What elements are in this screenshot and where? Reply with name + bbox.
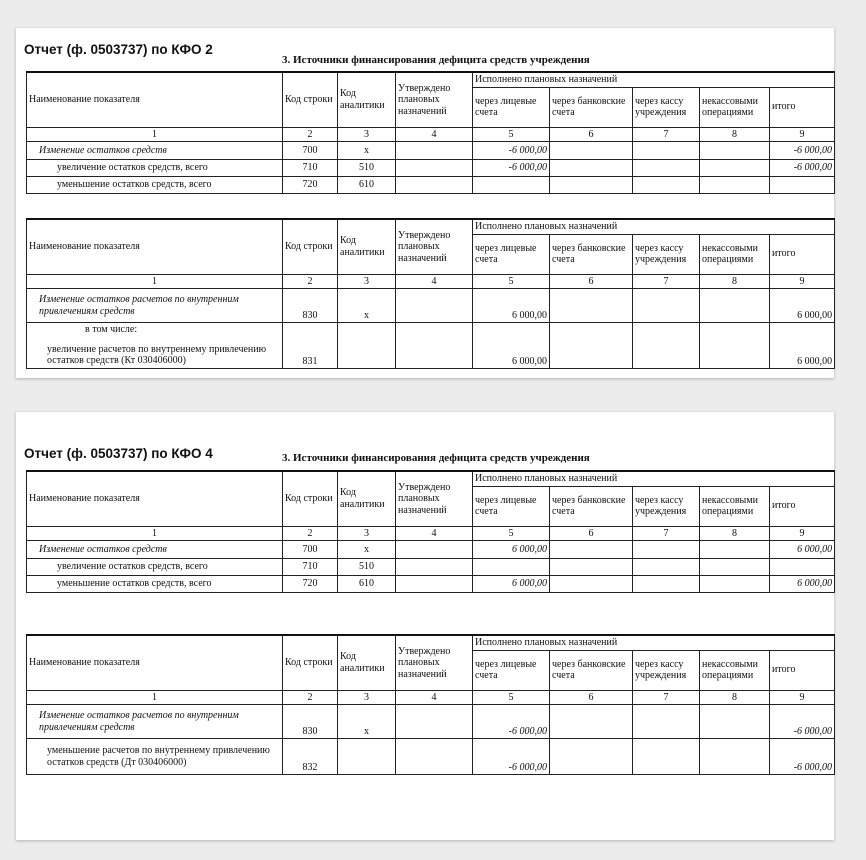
col-cash-header: через кассу учреждения [633, 650, 700, 690]
row-analytics: х [338, 705, 396, 739]
col-total-header: итого [770, 486, 835, 526]
row-personal: -6 000,00 [473, 142, 550, 160]
col-num: 1 [27, 274, 283, 289]
row-approved [396, 142, 473, 160]
row-total: 6 000,00 [770, 289, 835, 323]
row-bank [550, 142, 633, 160]
row-cash [633, 576, 700, 593]
col-num: 6 [550, 127, 633, 142]
row-approved [396, 559, 473, 576]
col-name-header: Наименование показателя [27, 471, 283, 526]
col-total-header: итого [770, 234, 835, 274]
col-bank-header: через банковские счета [550, 486, 633, 526]
col-num: 1 [27, 526, 283, 541]
col-num: 2 [283, 526, 338, 541]
row-line: 720 [283, 177, 338, 194]
col-line-header: Код строки [283, 635, 338, 690]
col-noncash-header: некассовыми операциями [700, 87, 770, 127]
col-num: 3 [338, 526, 396, 541]
row-bank [550, 739, 633, 775]
row-approved [396, 289, 473, 323]
col-num: 5 [473, 127, 550, 142]
col-cash-header: через кассу учреждения [633, 234, 700, 274]
row-total: 6 000,00 [770, 541, 835, 559]
row-noncash [700, 705, 770, 739]
row-approved [396, 705, 473, 739]
col-analytics-header: Код аналитики [338, 72, 396, 127]
report-title: Отчет (ф. 0503737) по КФО 4 [24, 446, 213, 461]
section-title: 3. Источники финансирования дефицита средств учреждения [282, 452, 590, 464]
row-personal: -6 000,00 [473, 739, 550, 775]
col-num: 4 [396, 274, 473, 289]
row-approved [396, 541, 473, 559]
col-executed-header: Исполнено плановых назначений [473, 72, 835, 87]
row-analytics: х [338, 289, 396, 323]
row-name: увеличение остатков средств, всего [27, 160, 283, 177]
col-noncash-header: некассовыми операциями [700, 234, 770, 274]
row-name: уменьшение остатков средств, всего [27, 177, 283, 194]
col-num: 9 [770, 526, 835, 541]
col-approved-header: Утверждено плановых назначений [396, 471, 473, 526]
row-total: -6 000,00 [770, 705, 835, 739]
col-num: 5 [473, 274, 550, 289]
col-bank-header: через банковские счета [550, 87, 633, 127]
row-name-text: увеличение расчетов по внутреннему привлечению остатков средств (Кт 030406000) [47, 343, 267, 366]
row-bank [550, 323, 633, 369]
col-approved-header: Утверждено плановых назначений [396, 72, 473, 127]
row-personal: 6 000,00 [473, 541, 550, 559]
row-noncash [700, 289, 770, 323]
col-num: 8 [700, 274, 770, 289]
col-personal-header: через лицевые счета [473, 234, 550, 274]
col-num: 4 [396, 690, 473, 705]
row-bank [550, 576, 633, 593]
row-analytics: х [338, 142, 396, 160]
table-row [27, 739, 835, 775]
col-noncash-header: некассовыми операциями [700, 486, 770, 526]
table-row [27, 541, 835, 559]
row-cash [633, 541, 700, 559]
row-cash [633, 160, 700, 177]
col-total-header: итого [770, 87, 835, 127]
col-cash-header: через кассу учреждения [633, 486, 700, 526]
col-num: 6 [550, 526, 633, 541]
table-row [27, 177, 835, 194]
row-noncash [700, 576, 770, 593]
table-row [27, 323, 835, 369]
row-analytics: х [338, 541, 396, 559]
row-bank [550, 289, 633, 323]
balances-table [26, 71, 835, 194]
row-approved [396, 739, 473, 775]
row-analytics [338, 323, 396, 369]
col-num: 3 [338, 690, 396, 705]
row-line: 700 [283, 142, 338, 160]
row-name: Изменение остатков расчетов по внутренним привлечениям средств [27, 289, 283, 323]
row-line: 830 [283, 705, 338, 739]
col-num: 1 [27, 690, 283, 705]
row-total [770, 177, 835, 194]
row-total [770, 559, 835, 576]
settlements-table [26, 634, 835, 775]
col-analytics-header: Код аналитики [338, 471, 396, 526]
row-analytics [338, 739, 396, 775]
row-analytics: 510 [338, 559, 396, 576]
row-line: 831 [283, 323, 338, 369]
col-num: 7 [633, 274, 700, 289]
row-line: 832 [283, 739, 338, 775]
row-noncash [700, 177, 770, 194]
row-bank [550, 160, 633, 177]
col-personal-header: через лицевые счета [473, 650, 550, 690]
col-num: 7 [633, 526, 700, 541]
col-line-header: Код строки [283, 72, 338, 127]
settlements-table [26, 218, 835, 369]
col-num: 7 [633, 690, 700, 705]
table-row [27, 142, 835, 160]
row-approved [396, 576, 473, 593]
row-total: -6 000,00 [770, 160, 835, 177]
row-bank [550, 177, 633, 194]
row-noncash [700, 160, 770, 177]
col-num: 5 [473, 526, 550, 541]
row-name: Изменение остатков расчетов по внутренним привлечениям средств [27, 705, 283, 739]
col-num: 5 [473, 690, 550, 705]
col-num: 4 [396, 526, 473, 541]
row-total: -6 000,00 [770, 739, 835, 775]
section-title: 3. Источники финансирования дефицита средств учреждения [282, 54, 590, 66]
table-row [27, 576, 835, 593]
col-name-header: Наименование показателя [27, 635, 283, 690]
row-approved [396, 177, 473, 194]
row-personal: 6 000,00 [473, 289, 550, 323]
col-num: 9 [770, 274, 835, 289]
row-total: 6 000,00 [770, 576, 835, 593]
row-noncash [700, 739, 770, 775]
row-line: 830 [283, 289, 338, 323]
col-analytics-header: Код аналитики [338, 635, 396, 690]
col-num: 9 [770, 127, 835, 142]
col-num: 2 [283, 274, 338, 289]
table-row [27, 160, 835, 177]
row-cash [633, 323, 700, 369]
col-num: 8 [700, 690, 770, 705]
col-name-header: Наименование показателя [27, 219, 283, 274]
row-name: увеличение остатков средств, всего [27, 559, 283, 576]
row-cash [633, 559, 700, 576]
row-name: уменьшение расчетов по внутреннему привлечению остатков средств (Дт 030406000) [27, 739, 283, 775]
row-name [27, 323, 283, 369]
col-bank-header: через банковские счета [550, 650, 633, 690]
row-cash [633, 142, 700, 160]
row-line: 720 [283, 576, 338, 593]
row-bank [550, 559, 633, 576]
row-name: Изменение остатков средств [27, 541, 283, 559]
col-personal-header: через лицевые счета [473, 486, 550, 526]
col-total-header: итого [770, 650, 835, 690]
row-personal [473, 559, 550, 576]
row-noncash [700, 541, 770, 559]
row-analytics: 610 [338, 576, 396, 593]
row-total: -6 000,00 [770, 142, 835, 160]
col-approved-header: Утверждено плановых назначений [396, 219, 473, 274]
col-approved-header: Утверждено плановых назначений [396, 635, 473, 690]
col-num: 1 [27, 127, 283, 142]
col-num: 9 [770, 690, 835, 705]
row-cash [633, 289, 700, 323]
col-analytics-header: Код аналитики [338, 219, 396, 274]
col-line-header: Код строки [283, 471, 338, 526]
report-sheet-kfo2 [16, 28, 834, 378]
col-num: 2 [283, 127, 338, 142]
col-num: 8 [700, 526, 770, 541]
table-row [27, 289, 835, 323]
col-personal-header: через лицевые счета [473, 87, 550, 127]
col-num: 8 [700, 127, 770, 142]
col-noncash-header: некассовыми операциями [700, 650, 770, 690]
row-analytics: 510 [338, 160, 396, 177]
row-personal: 6 000,00 [473, 323, 550, 369]
col-bank-header: через банковские счета [550, 234, 633, 274]
row-cash [633, 705, 700, 739]
report-title: Отчет (ф. 0503737) по КФО 2 [24, 42, 213, 57]
col-name-header: Наименование показателя [27, 72, 283, 127]
col-num: 3 [338, 274, 396, 289]
col-num: 6 [550, 690, 633, 705]
row-cash [633, 739, 700, 775]
row-line: 710 [283, 559, 338, 576]
row-noncash [700, 323, 770, 369]
table-row [27, 705, 835, 739]
row-personal: 6 000,00 [473, 576, 550, 593]
row-line: 700 [283, 541, 338, 559]
col-num: 6 [550, 274, 633, 289]
row-name: уменьшение остатков средств, всего [27, 576, 283, 593]
col-executed-header: Исполнено плановых назначений [473, 219, 835, 234]
table-row [27, 559, 835, 576]
col-executed-header: Исполнено плановых назначений [473, 471, 835, 486]
row-personal [473, 177, 550, 194]
col-executed-header: Исполнено плановых назначений [473, 635, 835, 650]
row-cash [633, 177, 700, 194]
incl-label: в том числе: [85, 324, 138, 335]
row-personal: -6 000,00 [473, 705, 550, 739]
row-bank [550, 541, 633, 559]
row-noncash [700, 559, 770, 576]
col-cash-header: через кассу учреждения [633, 87, 700, 127]
col-num: 7 [633, 127, 700, 142]
row-line: 710 [283, 160, 338, 177]
row-name: Изменение остатков средств [27, 142, 283, 160]
balances-table [26, 470, 835, 593]
row-personal: -6 000,00 [473, 160, 550, 177]
row-analytics: 610 [338, 177, 396, 194]
row-approved [396, 160, 473, 177]
col-num: 2 [283, 690, 338, 705]
col-line-header: Код строки [283, 219, 338, 274]
row-approved [396, 323, 473, 369]
row-noncash [700, 142, 770, 160]
col-num: 3 [338, 127, 396, 142]
col-num: 4 [396, 127, 473, 142]
row-total: 6 000,00 [770, 323, 835, 369]
report-sheet-kfo4 [16, 412, 834, 840]
row-bank [550, 705, 633, 739]
